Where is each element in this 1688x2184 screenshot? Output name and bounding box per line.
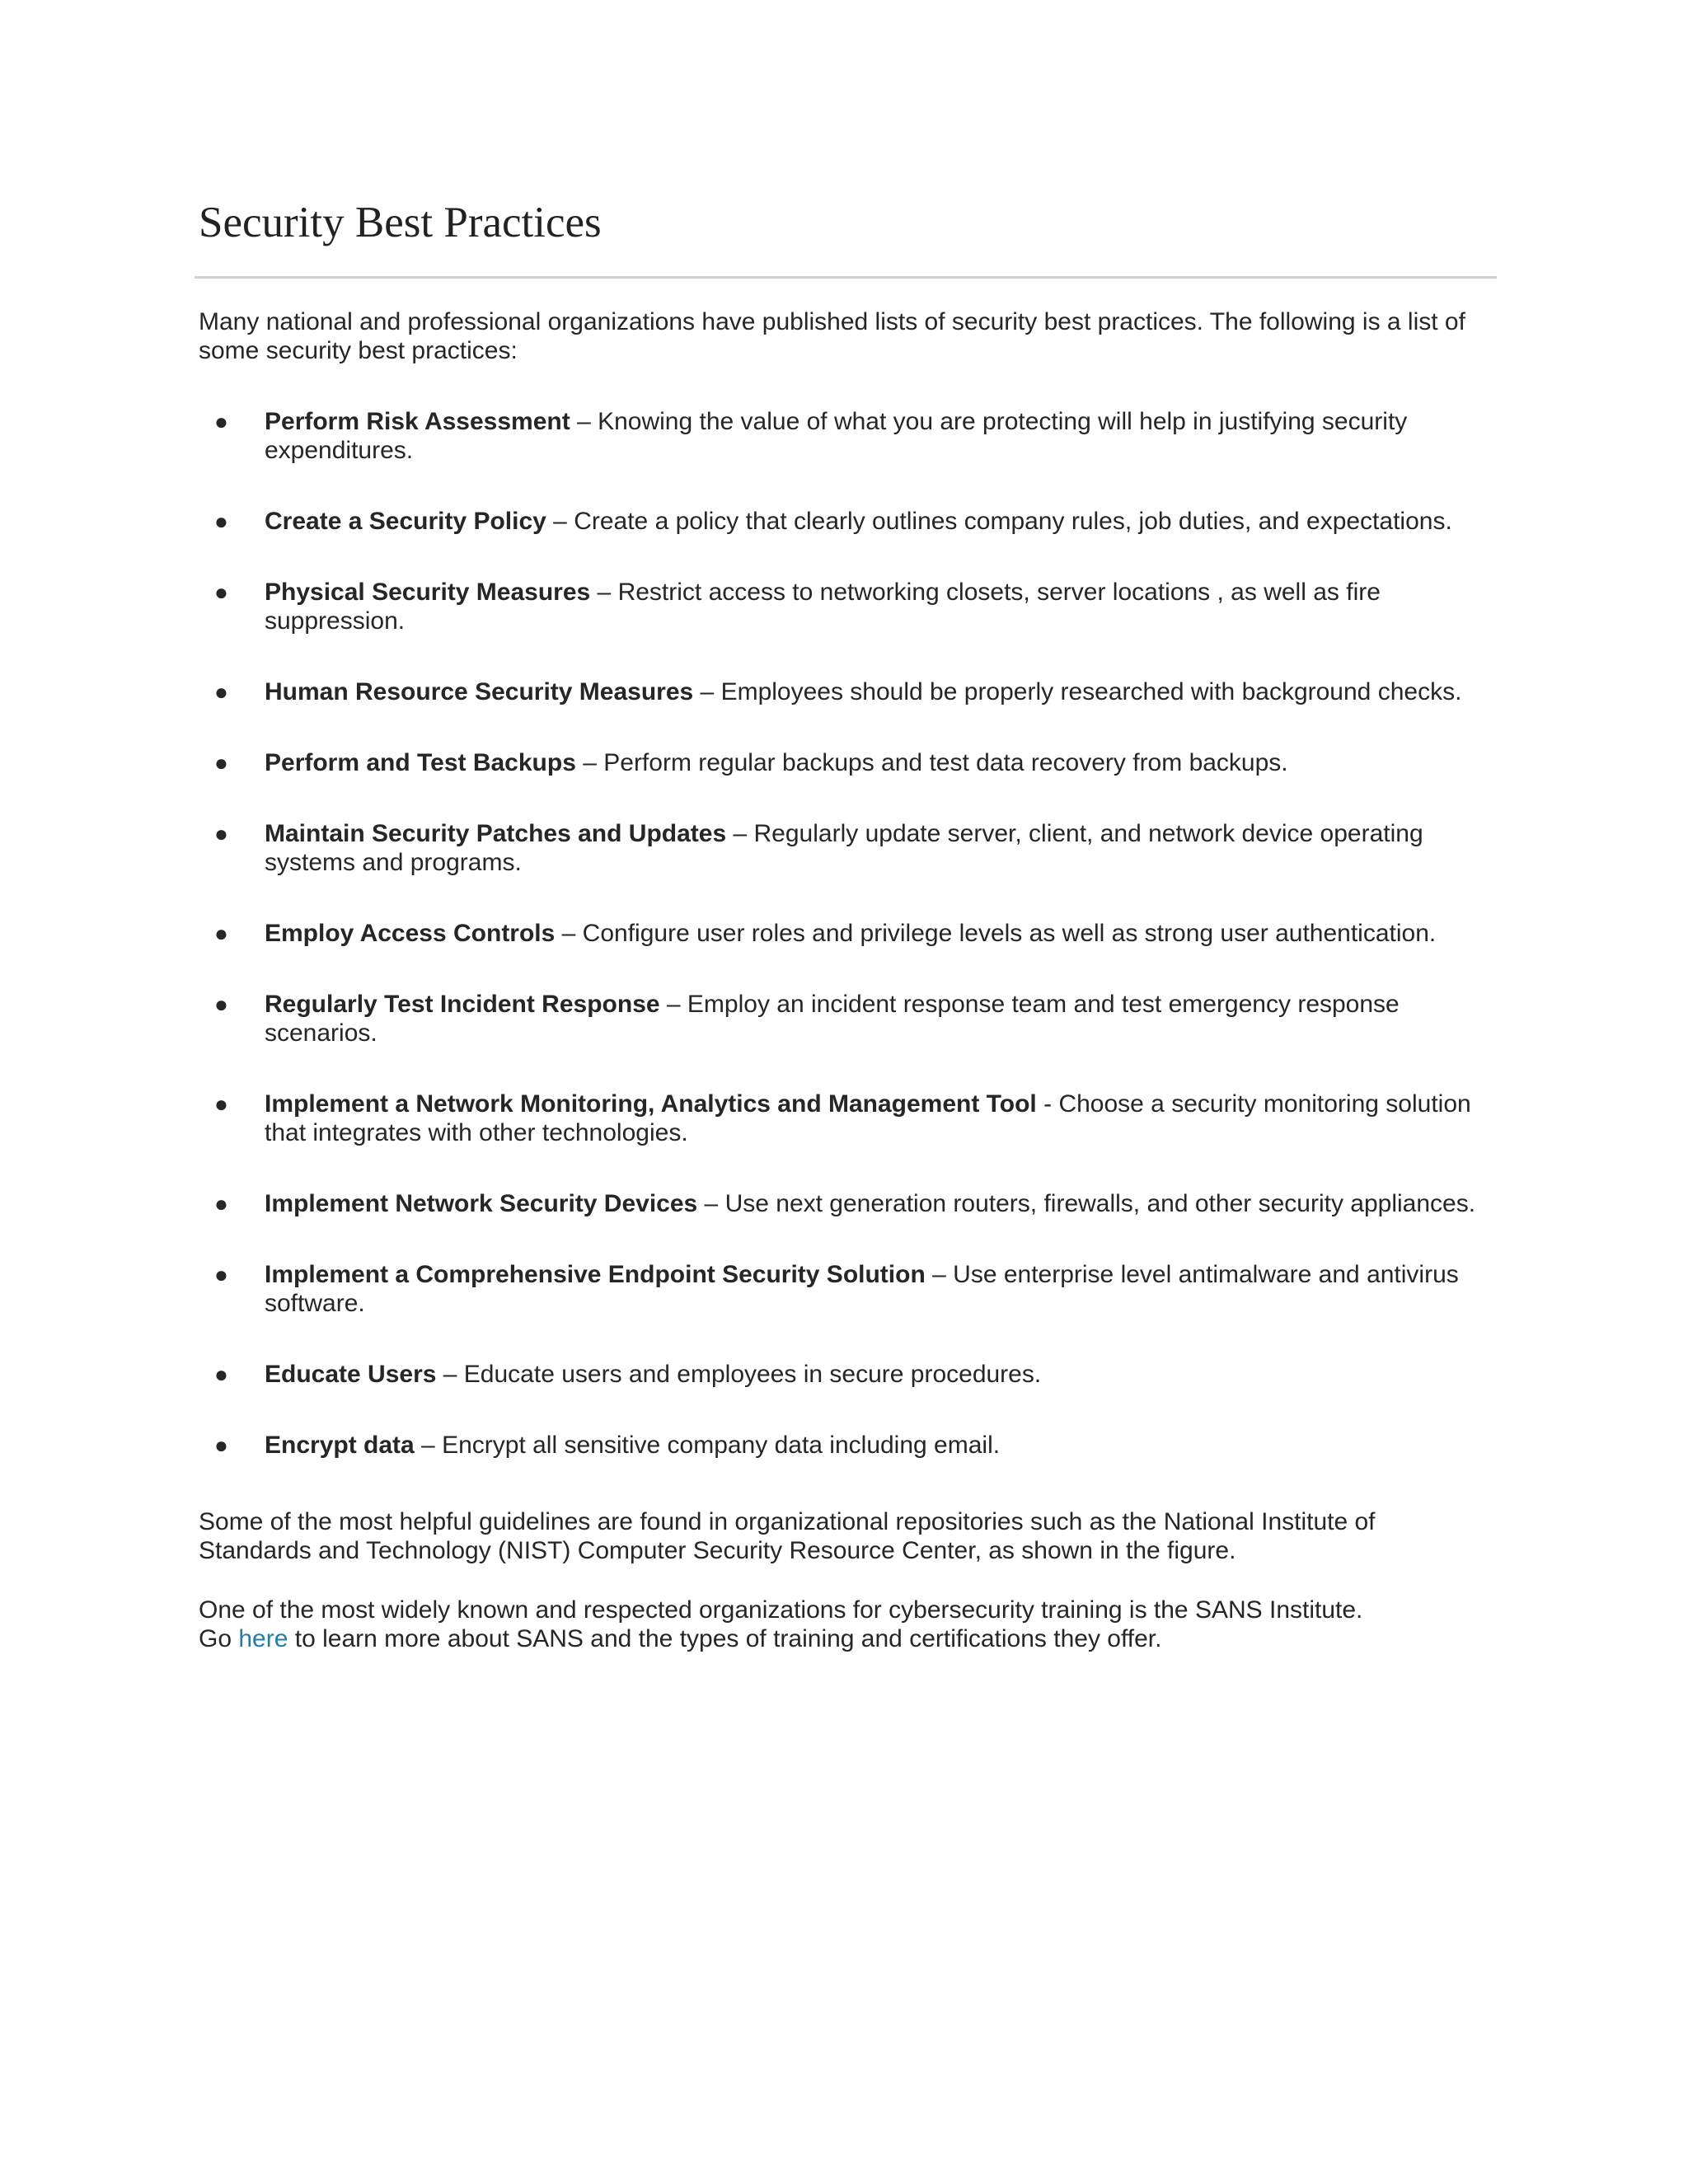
practice-term: Perform and Test Backups [265,749,576,776]
bullet-icon: ● [214,821,228,846]
practice-description: – Educate users and employees in secure procedures. [436,1361,1042,1388]
bullet-icon: ● [214,409,228,434]
list-item-backups [199,748,1501,777]
bullet-icon: ● [214,1191,228,1216]
bullet-icon: ● [214,1432,228,1458]
best-practices-list [199,407,1501,1460]
bullet-icon: ● [214,679,228,705]
list-item-physical-security [199,578,1501,635]
practice-term: Physical Security Measures [265,579,591,606]
list-item-access-controls [199,919,1501,948]
practice-description: – Restrict access to networking closets, server locations , as well as fire suppression. [265,579,1381,635]
practice-description: – Use enterprise level antimalware and antivirus software. [265,1261,1459,1317]
sans-suffix: to learn more about SANS and the types of training and certifications they offer. [288,1625,1162,1652]
bullet-icon: ● [214,1262,228,1287]
sans-line-1: One of the most widely known and respected organizations for cybersecurity training is the SANS Institute. [199,1596,1363,1624]
practice-description: – Perform regular backups and test data recovery from backups. [575,749,1288,776]
intro-line-1: Many national and professional organizations have published lists of security best practices. The following is a list of [199,308,1465,335]
practice-description: – Encrypt all sensitive company data including email. [414,1432,1001,1459]
practice-term: Regularly Test Incident Response [265,991,660,1018]
guidelines-line-1: Some of the most helpful guidelines are found in organizational repositories such as the National Institute of [199,1508,1376,1535]
list-item-risk-assessment [199,407,1501,465]
bullet-icon: ● [214,579,228,605]
practice-term: Encrypt data [265,1432,415,1459]
practice-description: – Use next generation routers, firewalls, and other security appliances. [697,1190,1476,1217]
list-item-educate-users [199,1360,1501,1389]
sans-paragraph [199,1596,1517,1653]
page-title: Security Best Practices [199,199,602,246]
intro-line-2: some security best practices: [199,337,518,364]
bullet-icon: ● [214,509,228,534]
practice-description: – Employ an incident response team and test emergency response scenarios. [265,991,1400,1047]
list-item-security-devices [199,1189,1501,1218]
list-item-encrypt-data [199,1431,1501,1460]
bullet-icon: ● [214,750,228,776]
list-item-patches [199,819,1501,877]
bullet-icon: ● [214,1361,228,1387]
bullet-icon: ● [214,1091,228,1117]
practice-term: Maintain Security Patches and Updates [265,820,727,847]
intro-paragraph [199,307,1501,365]
list-item-endpoint-security [199,1260,1501,1318]
practice-description: – Knowing the value of what you are protecting will help in justifying security expenditures. [265,408,1408,464]
practice-term: Implement Network Security Devices [265,1190,698,1217]
practice-description: – Configure user roles and privilege levels as well as strong user authentication. [555,920,1437,947]
list-item-security-policy [199,507,1501,536]
practice-term: Implement a Comprehensive Endpoint Security Solution [265,1261,926,1288]
practice-description: – Employees should be properly researched with background checks. [693,678,1462,705]
practice-term: Implement a Network Monitoring, Analytics and Management Tool [265,1090,1037,1118]
guidelines-line-2: Standards and Technology (NIST) Computer Security Resource Center, as shown in the figure. [199,1537,1236,1564]
guidelines-paragraph [199,1507,1501,1565]
practice-term: Create a Security Policy [265,508,546,535]
practice-term: Educate Users [265,1361,437,1388]
bullet-icon: ● [214,991,228,1017]
list-item-monitoring-tool [199,1090,1501,1147]
practice-description: – Regularly update server, client, and network device operating systems and programs. [265,820,1423,876]
practice-description: – Create a policy that clearly outlines company rules, job duties, and expectations. [546,508,1452,535]
list-item-incident-response [199,990,1501,1047]
list-item-human-resource [199,677,1501,706]
sans-here-link[interactable]: here [238,1625,288,1652]
bullet-icon: ● [214,921,228,946]
practice-term: Human Resource Security Measures [265,678,694,705]
practice-description: - Choose a security monitoring solution that integrates with other technologies. [265,1090,1471,1146]
title-divider [195,276,1497,279]
sans-prefix: Go [199,1625,239,1652]
practice-term: Perform Risk Assessment [265,408,570,435]
practice-term: Employ Access Controls [265,920,556,947]
